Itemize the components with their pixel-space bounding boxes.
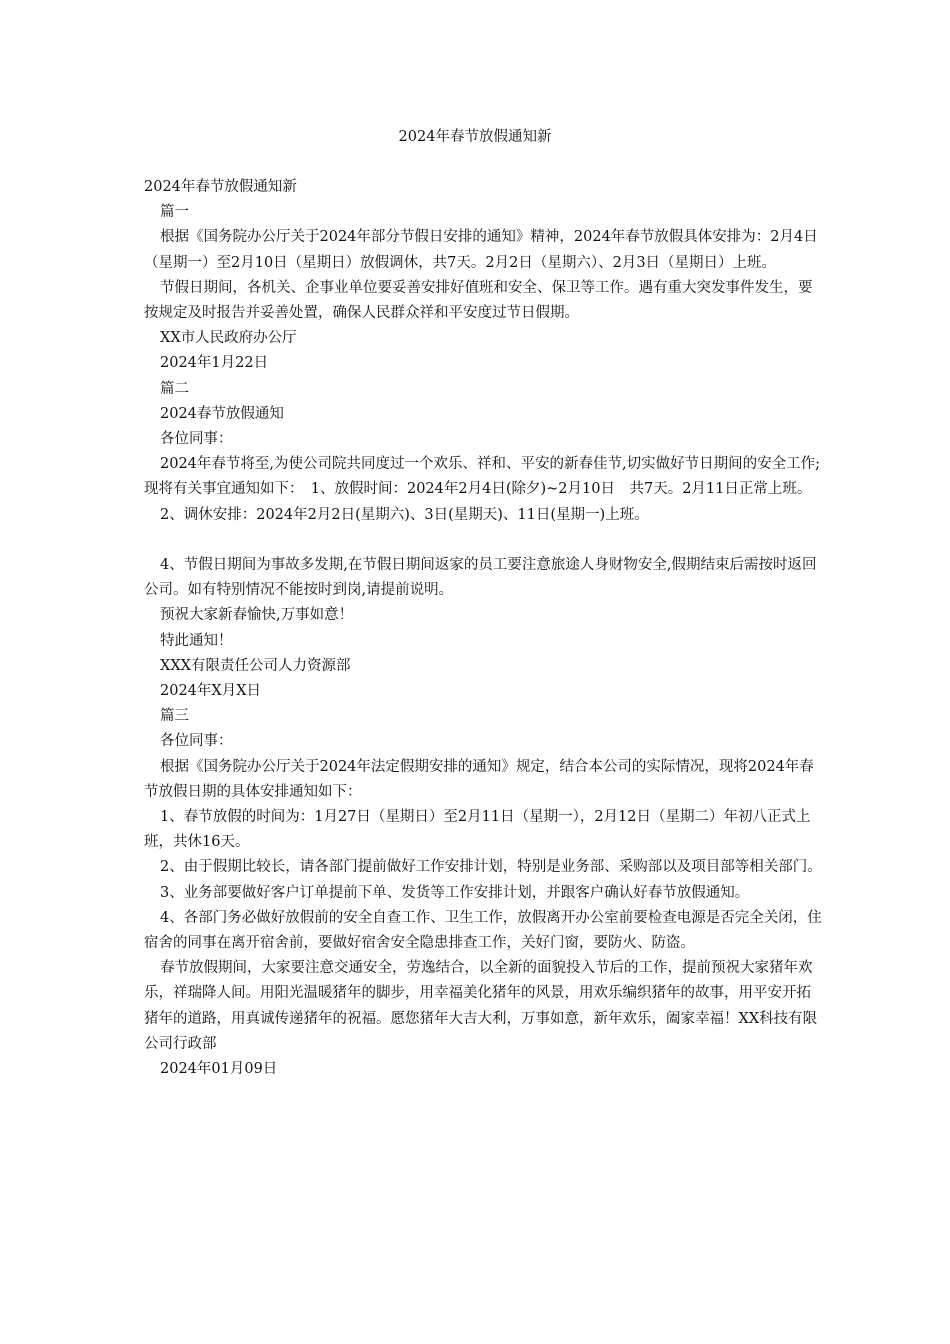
paragraph: 1、春节放假的时间为：1月27日（星期日）至2月11日（星期一），2月12日（星期二）年初八正式上班，共休16天。 <box>144 809 811 851</box>
paragraph: 春节放假期间，大家要注意交通安全，劳逸结合，以全新的面貌投入节后的工作，提前预祝大家猪年欢乐，祥瑞降人间。用阳光温暖猪年的脚步，用幸福美化猪年的风景，用欢乐编织猪年的故事，用平安开拓猪年的道路，用真诚传递猪年的祝福。愿您猪年大吉大利，万事如意，新年欢乐，阖家幸福！XX科技有限公司行政部 <box>144 960 818 1052</box>
paragraph: 3、业务部要做好客户订单提前下单、发货等工作安排计划，并跟客户确认好春节放假通知。 <box>160 884 750 901</box>
signature-date: 2024年1月22日 <box>160 355 269 372</box>
paragraph: 2、由于假期比较长，请各部门提前做好工作安排计划，特别是业务部、采购部以及项目部等相关部门。 <box>160 859 822 876</box>
paragraph: 节假日期间，各机关、企事业单位要妥善安排好值班和安全、保卫等工作。遇有重大突发事件发生，要按规定及时报告并妥善处置，确保人民群众祥和平安度过节日假期。 <box>144 279 813 322</box>
paragraph: 2024年春节将至,为使公司院共同度过一个欢乐、祥和、平安的新春佳节,切实做好节日期间的安全工作;现将有关事宜通知如下： 1、放假时间：2024年2月4日(除夕)~2月10日 共7天。2月11日正常上班。 <box>144 456 821 498</box>
notice-title: 2024春节放假通知 <box>160 405 284 422</box>
signature-date: 2024年01月09日 <box>160 1061 278 1078</box>
signature-org: XX市人民政府办公厅 <box>160 330 297 347</box>
document-title: 2024年春节放假通知新 <box>398 129 552 145</box>
signature-date: 2024年X月X日 <box>160 683 262 700</box>
paragraph: 预祝大家新春愉快,万事如意！ <box>160 607 354 624</box>
section-heading-2: 篇二 <box>160 380 189 397</box>
salutation: 各位同事： <box>160 431 233 448</box>
blank-line <box>144 528 824 553</box>
document-subtitle: 2024年春节放假通知新 <box>144 179 297 195</box>
signature-org: XXX有限责任公司人力资源部 <box>160 657 351 674</box>
paragraph: 2、调休安排：2024年2月2日(星期六)、3日(星期天)、11日(星期一)上班。 <box>160 506 649 523</box>
section-heading-1: 篇一 <box>160 204 189 221</box>
document-body <box>144 175 824 1082</box>
paragraph: 根据《国务院办公厅关于2024年法定假期安排的通知》规定，结合本公司的实际情况，现将2024年春节放假日期的具体安排通知如下： <box>144 758 814 800</box>
salutation: 各位同事： <box>160 733 233 750</box>
paragraph: 4、节假日期间为事故多发期,在节假日期间返家的员工要注意旅途人身财物安全,假期结束后需按时返回公司。如有特别情况不能按时到岗,请提前说明。 <box>144 557 817 599</box>
section-heading-3: 篇三 <box>160 708 189 725</box>
paragraph: 特此通知！ <box>160 632 233 649</box>
paragraph: 根据《国务院办公厅关于2024年部分节假日安排的通知》精神，2024年春节放假具体安排为：2月4日（星期一）至2月10日（星期日）放假调休，共7天。2月2日（星期六）、2月3日（星期日）上班。 <box>144 229 818 271</box>
paragraph: 4、各部门务必做好放假前的安全自查工作、卫生工作，放假离开办公室前要检查电源是否完全关闭，住宿舍的同事在离开宿舍前，要做好宿舍安全隐患排查工作，关好门窗，要防火、防盗。 <box>144 909 822 952</box>
